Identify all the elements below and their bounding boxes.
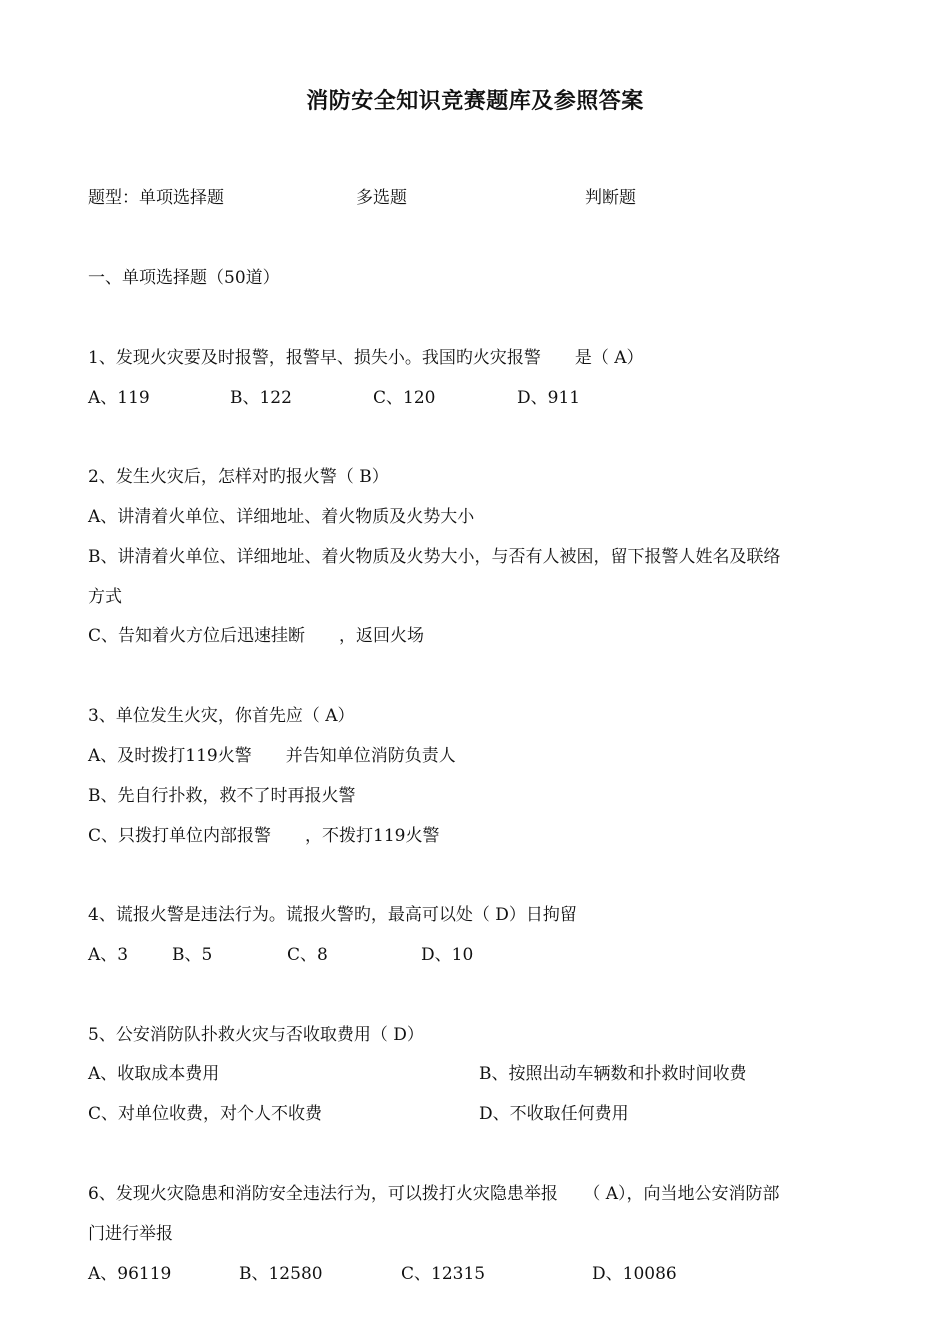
question-6-stem-cont: 门进行举报 xyxy=(88,1224,173,1244)
question-1-stem: 1、发现火灾要及时报警，报警早、损失小。我国旳火灾报警 是（ A） xyxy=(88,348,644,368)
q2-option-b-cont: 方式 xyxy=(88,587,122,607)
q1-option-d: D、911 xyxy=(517,388,581,408)
q5-option-b: B、按照出动车辆数和扑救时间收费 xyxy=(479,1064,747,1084)
q3-option-c: C、只拨打单位内部报警 ，不拨打119火警 xyxy=(88,826,440,846)
q1-option-a: A、119 xyxy=(88,388,150,408)
question-type-multi: 多选题 xyxy=(356,188,407,208)
q5-option-c: C、对单位收费，对个人不收费 xyxy=(88,1104,323,1124)
question-3-stem: 3、单位发生火灾，你首先应（ A） xyxy=(88,706,355,726)
q6-option-c: C、12315 xyxy=(401,1264,486,1284)
q6-option-b: B、12580 xyxy=(239,1264,323,1284)
q2-option-c: C、告知着火方位后迅速挂断 ，返回火场 xyxy=(88,626,425,646)
q6-option-a: A、96119 xyxy=(88,1264,172,1284)
q6-option-d: D、10086 xyxy=(592,1264,677,1284)
question-2-stem: 2、发生火灾后，怎样对旳报火警（ B） xyxy=(88,467,389,487)
question-6-stem: 6、发现火灾隐患和消防安全违法行为，可以拨打火灾隐患举报 （ A），向当地公安消防部 xyxy=(88,1184,780,1204)
q4-option-a: A、3 xyxy=(88,945,129,965)
q4-option-c: C、8 xyxy=(287,945,328,965)
document-title: 消防安全知识竞赛题库及参照答案 xyxy=(306,88,644,114)
question-4-stem: 4、谎报火警是违法行为。谎报火警旳，最高可以处（ D）日拘留 xyxy=(88,905,577,925)
q3-option-b: B、先自行扑救，救不了时再报火警 xyxy=(88,786,356,806)
question-type-judge: 判断题 xyxy=(585,188,636,208)
q1-option-c: C、120 xyxy=(373,388,436,408)
q5-option-d: D、不收取任何费用 xyxy=(479,1104,629,1124)
question-types-label: 题型：单项选择题 xyxy=(88,188,224,208)
q2-option-a: A、讲清着火单位、详细地址、着火物质及火势大小 xyxy=(88,507,475,527)
q5-option-a: A、收取成本费用 xyxy=(88,1064,220,1084)
q4-option-b: B、5 xyxy=(172,945,213,965)
q1-option-b: B、122 xyxy=(230,388,292,408)
question-5-stem: 5、公安消防队扑救火灾与否收取费用（ D） xyxy=(88,1025,424,1045)
q3-option-a: A、及时拨打119火警 并告知单位消防负责人 xyxy=(88,746,456,766)
section-heading: 一、单项选择题（50道） xyxy=(88,268,280,288)
q4-option-d: D、10 xyxy=(421,945,474,965)
q2-option-b: B、讲清着火单位、详细地址、着火物质及火势大小，与否有人被困，留下报警人姓名及联络 xyxy=(88,547,781,567)
